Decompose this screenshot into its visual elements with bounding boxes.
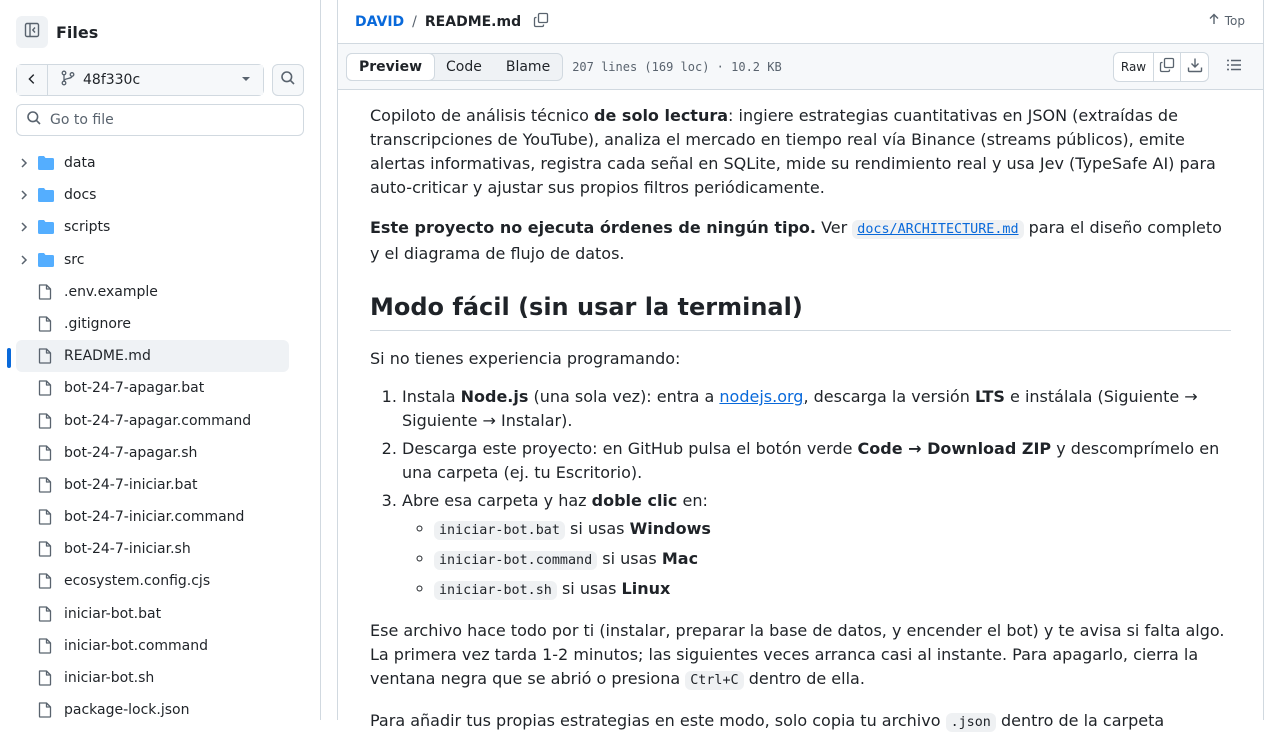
view-switcher xyxy=(346,53,563,81)
steps-list xyxy=(370,385,1231,603)
text: (una sola vez): entra a xyxy=(528,387,720,406)
tree-file[interactable] xyxy=(16,437,289,469)
download-button[interactable] xyxy=(1181,53,1208,81)
tree-item-label: bot-24-7-apagar.sh xyxy=(64,444,198,461)
tree-item-label: bot-24-7-iniciar.sh xyxy=(64,541,191,558)
tree-item-label: iniciar-bot.sh xyxy=(64,670,155,686)
list-item xyxy=(434,547,1231,573)
git-branch-icon xyxy=(61,70,75,90)
breadcrumb-separator: / xyxy=(412,13,417,30)
text-bold: Node.js xyxy=(460,387,529,406)
file-icon xyxy=(38,477,54,493)
tree-item-label: package-lock.json xyxy=(64,702,190,719)
branch-row xyxy=(16,64,304,96)
file-icon xyxy=(38,702,54,718)
sidebar-title: Files xyxy=(56,22,99,42)
selection-indicator xyxy=(7,348,11,368)
text: dentro de ella. xyxy=(743,669,865,688)
sidebar-collapse-icon xyxy=(24,22,40,42)
breadcrumb-repo-link[interactable]: DAVID xyxy=(355,13,405,30)
text: Copiloto de análisis técnico xyxy=(370,106,595,125)
tree-item-label: iniciar-bot.bat xyxy=(64,605,162,622)
tree-file-selected[interactable] xyxy=(16,340,289,372)
branch-selector[interactable] xyxy=(48,65,263,95)
tree-item-label: data xyxy=(64,155,96,171)
file-toolbar xyxy=(338,44,1263,90)
search-button[interactable] xyxy=(272,64,304,96)
folder-icon xyxy=(38,253,54,267)
folder-icon xyxy=(38,188,54,202)
text: Ese archivo hace todo por ti (instalar, preparar la base de datos, y encender el bot) y te avisa si falta algo. La primera vez tarda 1-2 minutos; las siguientes veces arranca casi al instante. Para apagarlo, cierra la ventana negra que se abrió o presiona xyxy=(370,621,1225,688)
list-item xyxy=(402,489,1231,603)
sub-list xyxy=(402,517,1231,603)
file-tree xyxy=(16,147,289,726)
sidebar-header xyxy=(16,16,98,48)
search-icon xyxy=(280,70,296,90)
file-icon xyxy=(38,380,54,396)
raw-button[interactable]: Raw xyxy=(1114,53,1154,81)
text: Ver xyxy=(816,218,853,237)
readme-paragraph xyxy=(370,709,1231,735)
breadcrumb xyxy=(338,0,1263,44)
text-bold: de solo lectura xyxy=(594,106,729,125)
chevron-right-icon xyxy=(16,189,32,201)
architecture-doc-link[interactable]: docs/ARCHITECTURE.md xyxy=(852,220,1023,239)
list-icon xyxy=(1226,57,1242,77)
tree-item-label: scripts xyxy=(64,219,111,236)
go-to-file xyxy=(16,104,304,136)
tab-code[interactable]: Code xyxy=(446,58,482,75)
text: e instálala (Siguiente → Siguiente → Instalar). xyxy=(402,387,1198,430)
text-bold: Windows xyxy=(629,519,711,538)
text: : ingiere estrategias cuantitativas en JSON (extraídas de transcripciones de YouTube), analiza el mercado en tiempo real vía Binance (streams públicos), emite alertas informativas, registra cada señal en SQLite, mide su rendimiento real y usa Jev (TypeSafe AI) para auto-criticar y ajustar sus propios filtros periódicamente. xyxy=(370,106,1216,197)
file-icon xyxy=(38,509,54,525)
inline-code: iniciar-bot.bat xyxy=(434,521,565,540)
file-icon xyxy=(38,413,54,429)
text-bold: LTS xyxy=(974,387,1005,406)
file-icon xyxy=(38,445,54,461)
tree-file[interactable] xyxy=(16,533,289,565)
list-item xyxy=(402,437,1231,485)
readme-paragraph: Si no tienes experiencia programando: xyxy=(370,349,681,368)
folder-icon xyxy=(38,156,54,170)
tree-file[interactable] xyxy=(16,308,289,340)
tree-item-label: .gitignore xyxy=(64,315,131,332)
tree-file[interactable] xyxy=(16,694,289,726)
list-item xyxy=(434,577,1231,603)
file-icon xyxy=(38,541,54,557)
outline-button[interactable] xyxy=(1219,52,1249,82)
chevron-left-icon xyxy=(25,71,39,90)
text-bold: Linux xyxy=(621,579,671,598)
file-viewer xyxy=(337,0,1264,730)
readme-paragraph xyxy=(370,619,1231,693)
file-icon xyxy=(38,573,54,589)
breadcrumb-file: README.md xyxy=(424,13,522,30)
tree-item-label: ecosystem.config.cjs xyxy=(64,573,211,590)
chevron-right-icon xyxy=(16,221,32,233)
back-button[interactable] xyxy=(17,65,48,95)
tree-folder-data[interactable] xyxy=(16,147,289,179)
raw-actions xyxy=(1113,52,1209,82)
text-bold: Este proyecto no ejecuta órdenes de ningún tipo. xyxy=(370,218,816,237)
list-item xyxy=(434,517,1231,543)
chevron-right-icon xyxy=(16,157,32,169)
tree-file[interactable] xyxy=(16,372,289,404)
copy-path-button[interactable] xyxy=(533,12,549,32)
file-icon xyxy=(38,638,54,654)
text-bold: Code → Download ZIP xyxy=(857,439,1052,458)
copy-raw-button[interactable] xyxy=(1154,53,1181,81)
download-icon xyxy=(1187,57,1203,77)
file-icon xyxy=(38,284,54,300)
file-sidebar xyxy=(0,0,321,720)
text-bold: Mac xyxy=(661,549,699,568)
tree-item-label: .env.example xyxy=(64,283,158,300)
tree-item-label: bot-24-7-iniciar.command xyxy=(64,509,245,526)
tree-file[interactable] xyxy=(16,469,289,501)
text: si usas xyxy=(564,519,630,538)
inline-code: iniciar-bot.command xyxy=(434,551,597,570)
readme-content xyxy=(338,104,1263,735)
inline-code: Ctrl+C xyxy=(685,671,743,690)
tree-item-label: src xyxy=(64,251,85,268)
folder-icon xyxy=(38,220,54,234)
readme-intro xyxy=(370,104,1231,200)
tree-file[interactable] xyxy=(16,501,289,533)
file-icon xyxy=(38,606,54,622)
tree-folder-scripts[interactable] xyxy=(16,211,289,243)
nodejs-link[interactable]: nodejs.org xyxy=(719,387,804,406)
text: dentro de la carpeta xyxy=(995,711,1165,730)
file-info: 207 lines (169 loc) · 10.2 KB xyxy=(572,59,782,74)
file-icon xyxy=(38,316,54,332)
tree-file[interactable] xyxy=(16,630,289,662)
text: en: xyxy=(677,491,708,510)
copy-icon xyxy=(533,12,549,32)
text-bold: doble clic xyxy=(591,491,678,510)
caret-down-icon xyxy=(241,72,251,88)
text: Descarga este proyecto: en GitHub pulsa el botón verde xyxy=(402,439,858,458)
text: Abre esa carpeta y haz xyxy=(402,491,592,510)
tree-item-label: iniciar-bot.command xyxy=(64,637,208,654)
tree-file[interactable] xyxy=(16,598,289,630)
readme-notice xyxy=(370,216,1231,266)
text: , descarga la versión xyxy=(803,387,975,406)
tree-folder-docs[interactable] xyxy=(16,179,289,211)
tab-preview[interactable]: Preview xyxy=(346,53,435,81)
tree-item-label: bot-24-7-apagar.bat xyxy=(64,380,205,397)
text: y descomprímelo en una carpeta (ej. tu Escritorio). xyxy=(402,439,1220,482)
top-label: Top xyxy=(1224,13,1245,28)
inline-code: .json xyxy=(946,713,996,732)
collapse-sidebar-button[interactable] xyxy=(16,16,48,48)
text: si usas xyxy=(597,549,662,568)
tree-item-label: README.md xyxy=(64,348,151,365)
section-heading: Modo fácil (sin usar la terminal) xyxy=(370,291,1231,331)
tree-item-label: bot-24-7-apagar.command xyxy=(64,412,252,429)
text: Instala xyxy=(402,387,461,406)
chevron-right-icon xyxy=(16,254,32,266)
copy-icon xyxy=(1159,57,1175,77)
go-to-file-input[interactable] xyxy=(50,112,290,128)
tree-folder-src[interactable] xyxy=(16,244,289,276)
tree-file[interactable] xyxy=(16,565,289,597)
file-icon xyxy=(38,670,54,686)
tree-item-label: bot-24-7-iniciar.bat xyxy=(64,476,198,493)
inline-code: iniciar-bot.sh xyxy=(434,581,557,600)
text: para el diseño completo y el diagrama de flujo de datos. xyxy=(370,218,1222,263)
tree-file[interactable] xyxy=(16,405,289,437)
tree-file[interactable] xyxy=(16,276,289,308)
branch-group xyxy=(16,64,264,96)
arrow-up-icon xyxy=(1208,13,1220,28)
file-actions xyxy=(1113,52,1249,82)
branch-name: 48f330c xyxy=(83,72,141,88)
text: si usas xyxy=(556,579,622,598)
tab-blame[interactable]: Blame xyxy=(505,58,551,75)
tree-file[interactable] xyxy=(16,662,289,694)
text: Para añadir tus propias estrategias en este modo, solo copia tu archivo xyxy=(370,711,946,730)
top-button[interactable] xyxy=(1208,13,1245,28)
file-icon xyxy=(38,348,54,364)
search-icon xyxy=(26,110,42,130)
list-item xyxy=(402,385,1231,433)
tree-item-label: docs xyxy=(64,187,97,204)
